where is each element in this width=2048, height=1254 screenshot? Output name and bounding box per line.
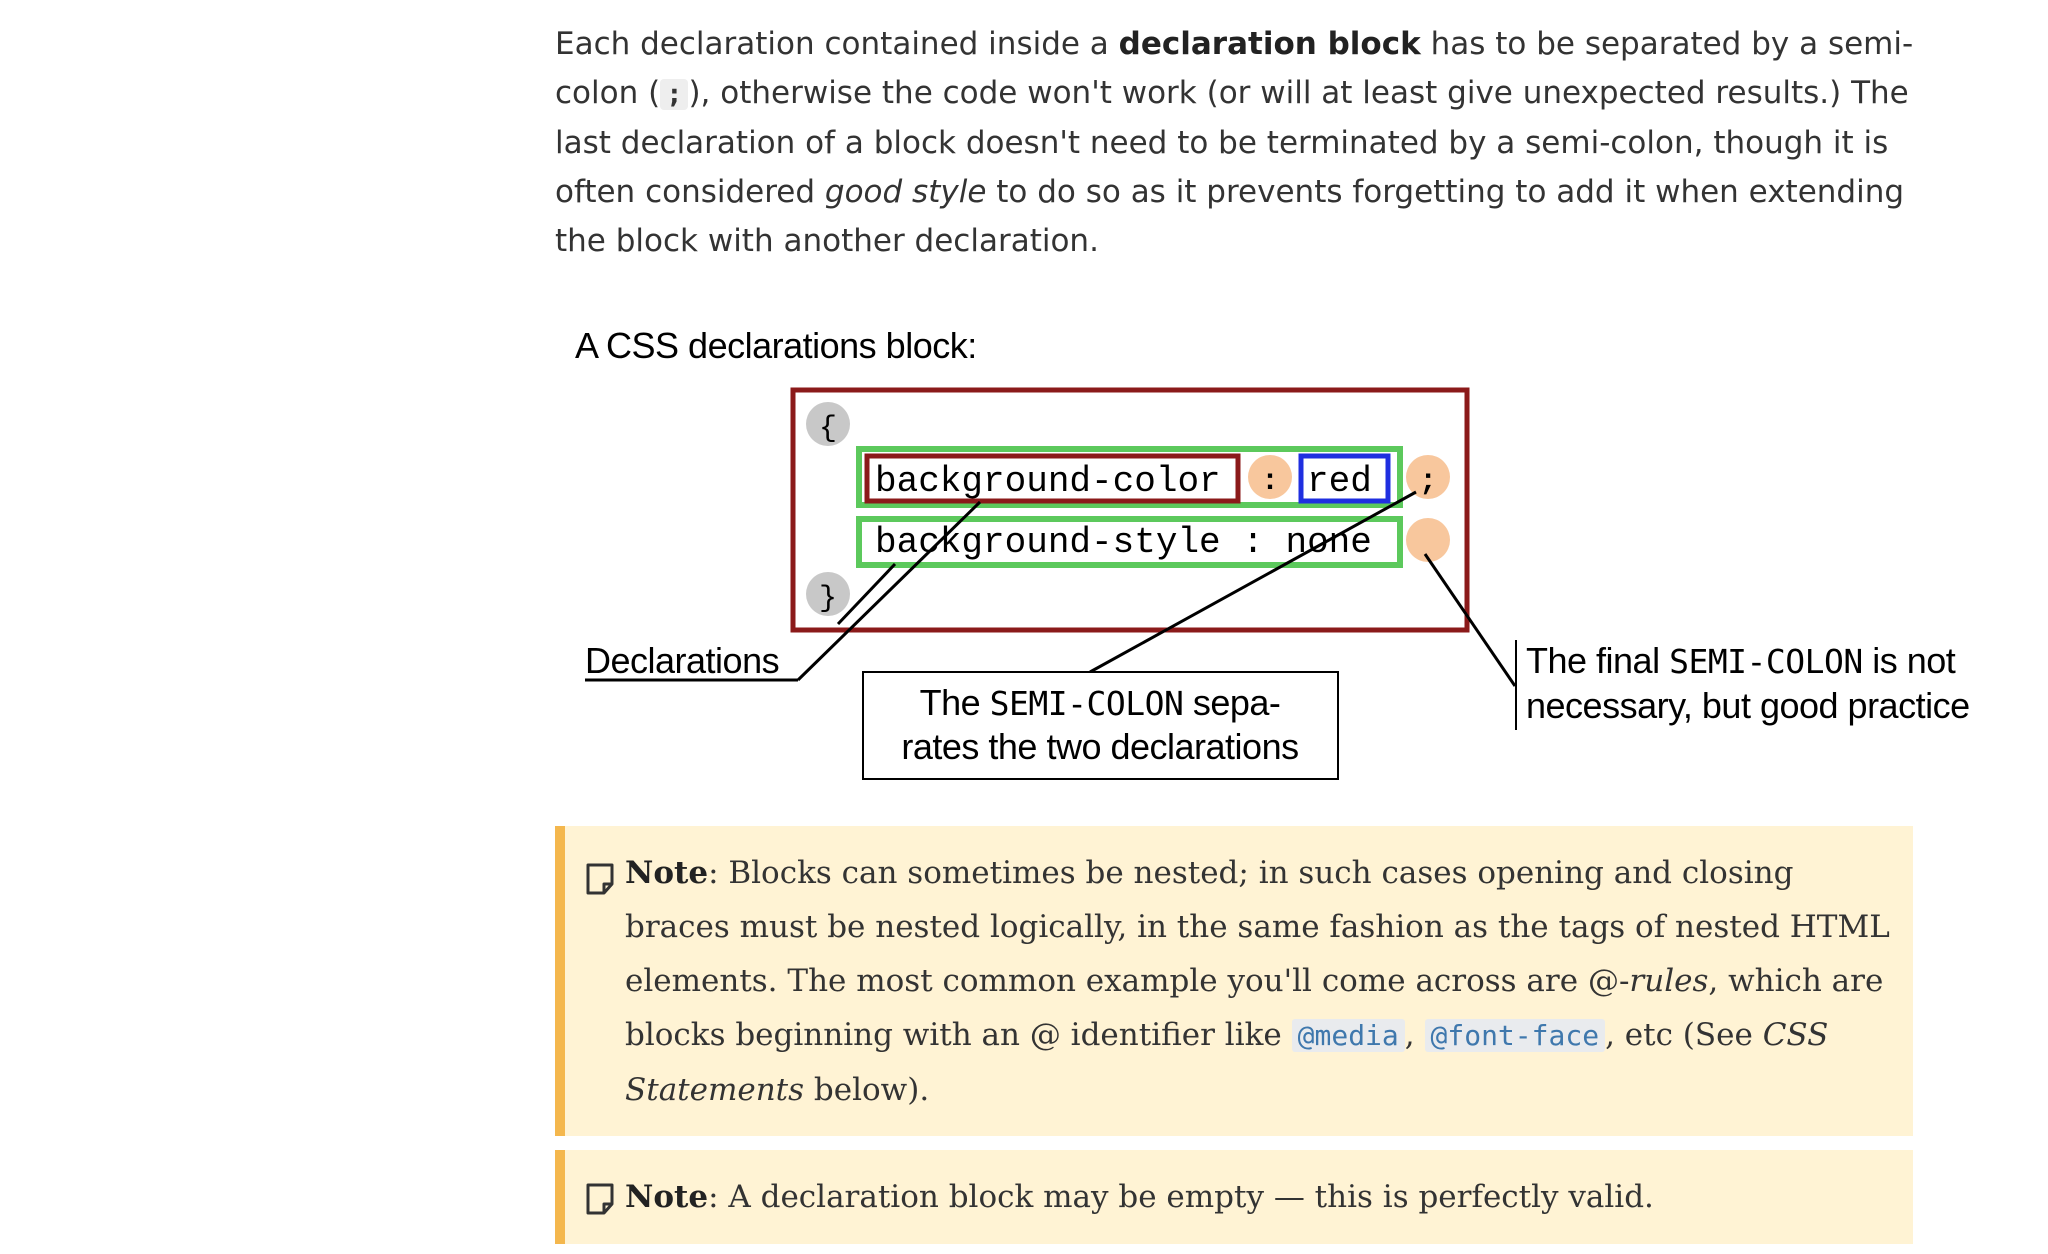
- final-note-line1: The final SEMI-COLON is not: [1526, 640, 1956, 681]
- close-brace: }: [818, 582, 838, 616]
- note-icon: [585, 1182, 615, 1216]
- declaration-2: background-style : none: [875, 522, 1372, 563]
- intro-emphasis: good style: [824, 174, 987, 210]
- declaration-block-outline: [793, 390, 1467, 630]
- intro-bold-term: declaration block: [1118, 26, 1421, 62]
- note-text: Note: Blocks can sometimes be nested; in such cases opening and closing braces must be nested logically, in the same fashion as the tags of nested HTML elements. The most common example you'll come across are @-rules, which are blocks beginning with an @ identifier like @media , @font-face , etc (See CSS Statements below).: [625, 855, 1890, 1108]
- final-note-line2: necessary, but good practice: [1526, 685, 1970, 726]
- inline-code-semicolon: ;: [660, 79, 688, 110]
- note-callout-nested-blocks: [555, 826, 1913, 1136]
- note-icon: [585, 862, 615, 896]
- pointer-line: [1425, 554, 1515, 686]
- note-emphasis-link: CSS Statements: [625, 1017, 1829, 1108]
- note-emphasis: rules: [1629, 963, 1709, 999]
- note-label: Note: [625, 1179, 709, 1215]
- missing-semicolon-bubble: [1406, 518, 1450, 562]
- intro-text: Each declaration contained inside a: [555, 26, 1119, 62]
- intro-text: has to be separated by a semi-colon (: [555, 26, 1914, 111]
- declarations-label: Declarations: [585, 640, 780, 681]
- semicolon: ;: [1418, 465, 1438, 499]
- declaration-1-colon: :: [1260, 465, 1280, 499]
- note-callout-empty-block: [555, 1150, 1913, 1244]
- semicolon-note-line1: The SEMI-COLON sepa-: [919, 682, 1281, 723]
- code-media: @media: [1292, 1019, 1405, 1052]
- intro-text: to do so as it prevents forgetting to add it when extending the block with another declaration.: [555, 174, 1905, 259]
- note-text: Note: A declaration block may be empty — this is perfectly valid.: [625, 1179, 1654, 1215]
- diagram-title: A CSS declarations block:: [575, 325, 977, 366]
- declaration-1-value: red: [1307, 461, 1372, 502]
- semicolon-note-line2: rates the two declarations: [901, 726, 1299, 767]
- declaration-1-property: background-color: [875, 461, 1221, 502]
- intro-text: ), otherwise the code won't work (or will at least give unexpected results.) The last declaration of a block doesn't need to be terminated by a semi-colon, though it is often considered: [555, 75, 1909, 210]
- open-brace: {: [818, 412, 838, 446]
- code-font-face: @font-face: [1425, 1019, 1606, 1052]
- note-label: Note: [625, 855, 709, 891]
